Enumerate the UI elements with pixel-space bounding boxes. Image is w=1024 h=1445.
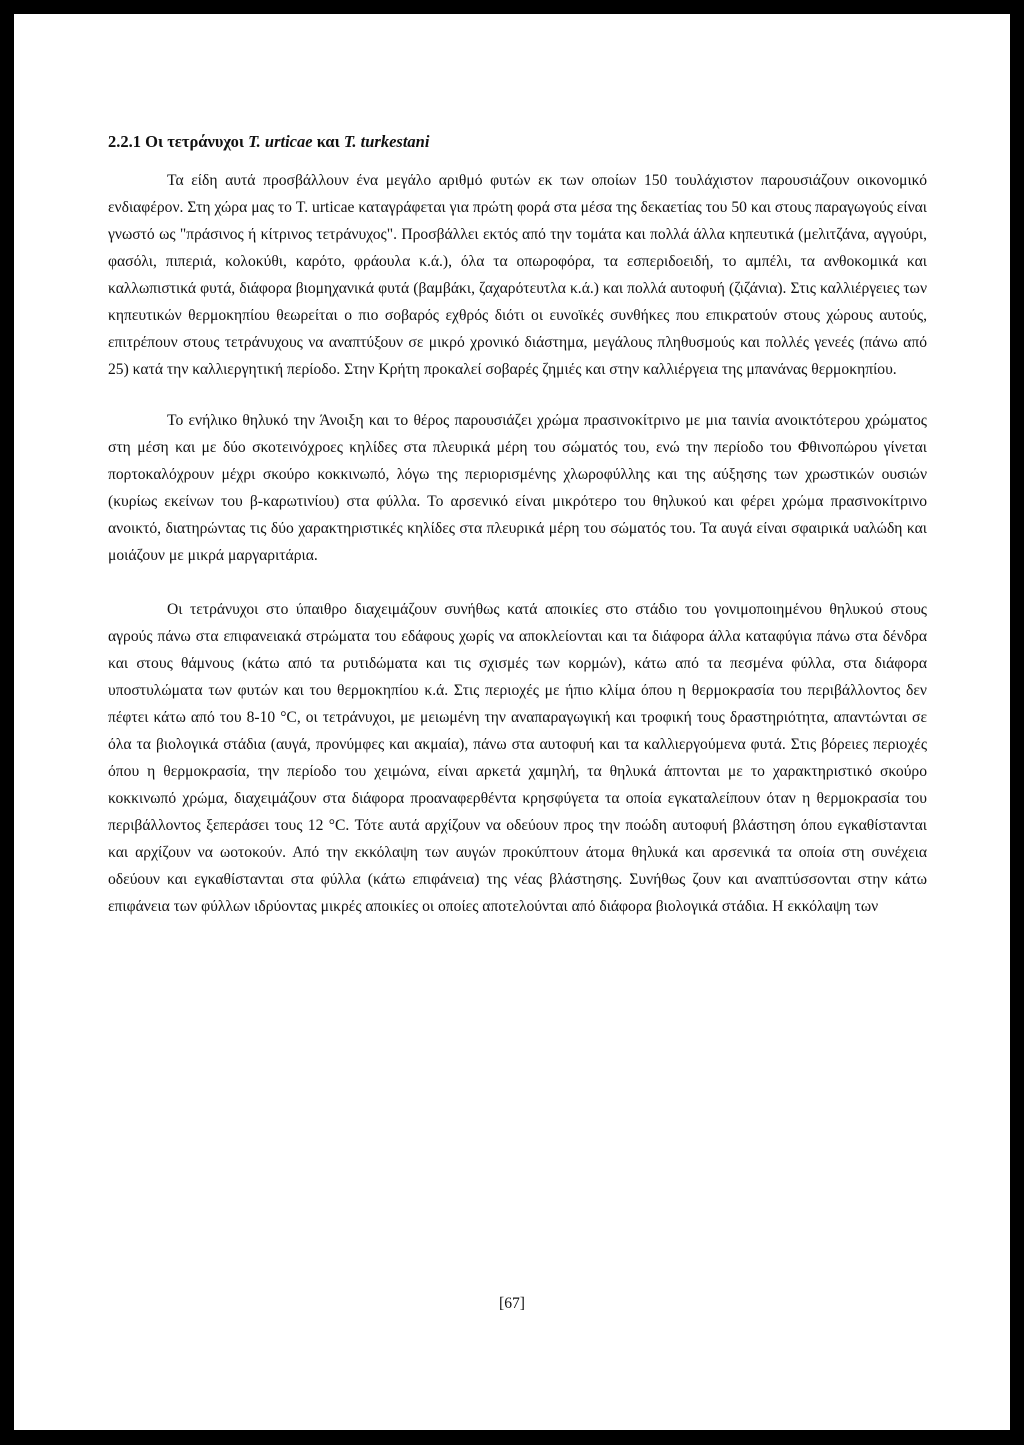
section-title-conjunction: και [316,132,340,151]
document-page [14,14,1010,1430]
section-number: 2.2.1 [108,132,141,151]
paragraph-morphology: Το ενήλικο θηλυκό την Άνοιξη και το θέρος παρουσιάζει χρώμα πρασινοκίτρινο με μια ταινία ανοικτότερου χρώματος στη μέση και με δύο σκοτεινόχροες κηλίδες στα πλευρικά μέρη του σώματός του, ενώ την περίοδο του Φθινοπώρου γίνεται πορτοκαλόχρουν μέχρι σκούρο κοκκινωπό, λόγω της περιορισμένης χλωροφύλλης και της αύξησης των χρωστικών ουσιών (κυρίως εκείνων του β-καρωτινίου) στα φύλλα. Το αρσενικό είναι μικρότερο του θηλυκού και φέρει χρώμα πρασινοκίτρινο ανοικτό, διατηρώντας τις δύο χαρακτηριστικές κηλίδες στα πλευρικά μέρη του σώματός του. Τα αυγά είναι σφαιρικά υαλώδη και μοιάζουν με μικρά μαργαριτάρια. [108,412,927,564]
paragraph-host-plants: Τα είδη αυτά προσβάλλουν ένα μεγάλο αριθμό φυτών εκ των οποίων 150 τουλάχιστον παρουσιάζουν οικονομικό ενδιαφέρον. Στη χώρα μας το T. urticae καταγράφεται για πρώτη φορά στα μέσα της δεκαετίας του 50 και στους παραγωγούς είναι γνωστό ως "πράσινος ή κίτρινος τετράνυχος". Προσβάλλει εκτός από την τομάτα και πολλά άλλα κηπευτικά (μελιτζάνα, αγγούρι, φασόλι, πιπεριά, κολοκύθι, καρότο, φράουλα κ.ά.), όλα τα οπωροφόρα, τα εσπεριδοειδή, το αμπέλι, τα ανθοκομικά και καλλωπιστικά φυτά, διάφορα βιομηχανικά φυτά (βαμβάκι, ζαχαρότευτλα κ.ά.) και πολλά αυτοφυή (ζιζάνια). Στις καλλιέργειες των κηπευτικών θερμοκηπίου θεωρείται ο πιο σοβαρός εχθρός διότι οι ευνοϊκές συνθήκες που επικρατούν στους χώρους αυτούς, επιτρέπουν στους τετράνυχους να αναπτύξουν σε μικρό χρονικό διάστημα, μεγάλους πληθυσμούς και πολλές γενεές (πάνω από 25) κατά την καλλιεργητική περίοδο. Στην Κρήτη προκαλεί σοβαρές ζημιές και στην καλλιέργεια της μπανάνας θερμοκηπίου. [108,172,927,378]
species-name-turkestani: T. turkestani [343,132,430,151]
species-name-urticae: T. urticae [248,132,313,151]
page-number: [67] [499,1295,525,1312]
section-title-text: Οι τετράνυχοι [145,132,244,151]
section-heading [108,130,927,154]
paragraph-overwintering: Οι τετράνυχοι στο ύπαιθρο διαχειμάζουν συνήθως κατά αποικίες στο στάδιο του γονιμοποιημένου θηλυκού στους αγρούς πάνω στα επιφανειακά στρώματα του εδάφους χωρίς να αποκλείονται και τα διάφορα άλλα καταφύγια πάνω στα δένδρα και στους θάμνους (κάτω από τα ρυτιδώματα και τις σχισμές των κορμών), κάτω από τα πεσμένα φύλλα, στα διάφορα υποστυλώματα των φυτών και του θερμοκηπίου κ.ά. Στις περιοχές με ήπιο κλίμα όπου η θερμοκρασία του περιβάλλοντος δεν πέφτει κάτω από του 8-10 °C, οι τετράνυχοι, με μειωμένη την αναπαραγωγική και τροφική τους δραστηριότητα, απαντώνται σε όλα τα βιολογικά στάδια (αυγά, προνύμφες και ακμαία), πάνω στα αυτοφυή και τα καλλιεργούμενα φυτά. Στις βόρειες περιοχές όπου η θερμοκρασία, την περίοδο του χειμώνα, είναι αρκετά χαμηλή, τα θηλυκά άπτονται με το χαρακτηριστικό σκούρο κοκκινωπό χρώμα, διαχειμάζουν στα διάφορα προαναφερθέντα κρησφύγετα τα οποία εγκαταλείπουν όταν η θερμοκρασία του περιβάλλοντος ξεπεράσει τους 12 °C. Τότε αυτά αρχίζουν να οδεύουν προς την ποώδη αυτοφυή βλάστηση όπου εγκαθίστανται και αρχίζουν να ωοτοκούν. Από την εκκόλαψη των αυγών προκύπτουν άτομα θηλυκά και αρσενικά τα οποία στη συνέχεια οδεύουν και εγκαθίστανται στα φύλλα (κάτω επιφάνεια) της νέας βλάστησης. Συνήθως ζουν και αναπτύσσονται στην κάτω επιφάνεια των φύλλων ιδρύοντας μικρές αποικίες οι οποίες αποτελούνται από διάφορα βιολογικά στάδια. Η εκκόλαψη των [108,601,927,915]
